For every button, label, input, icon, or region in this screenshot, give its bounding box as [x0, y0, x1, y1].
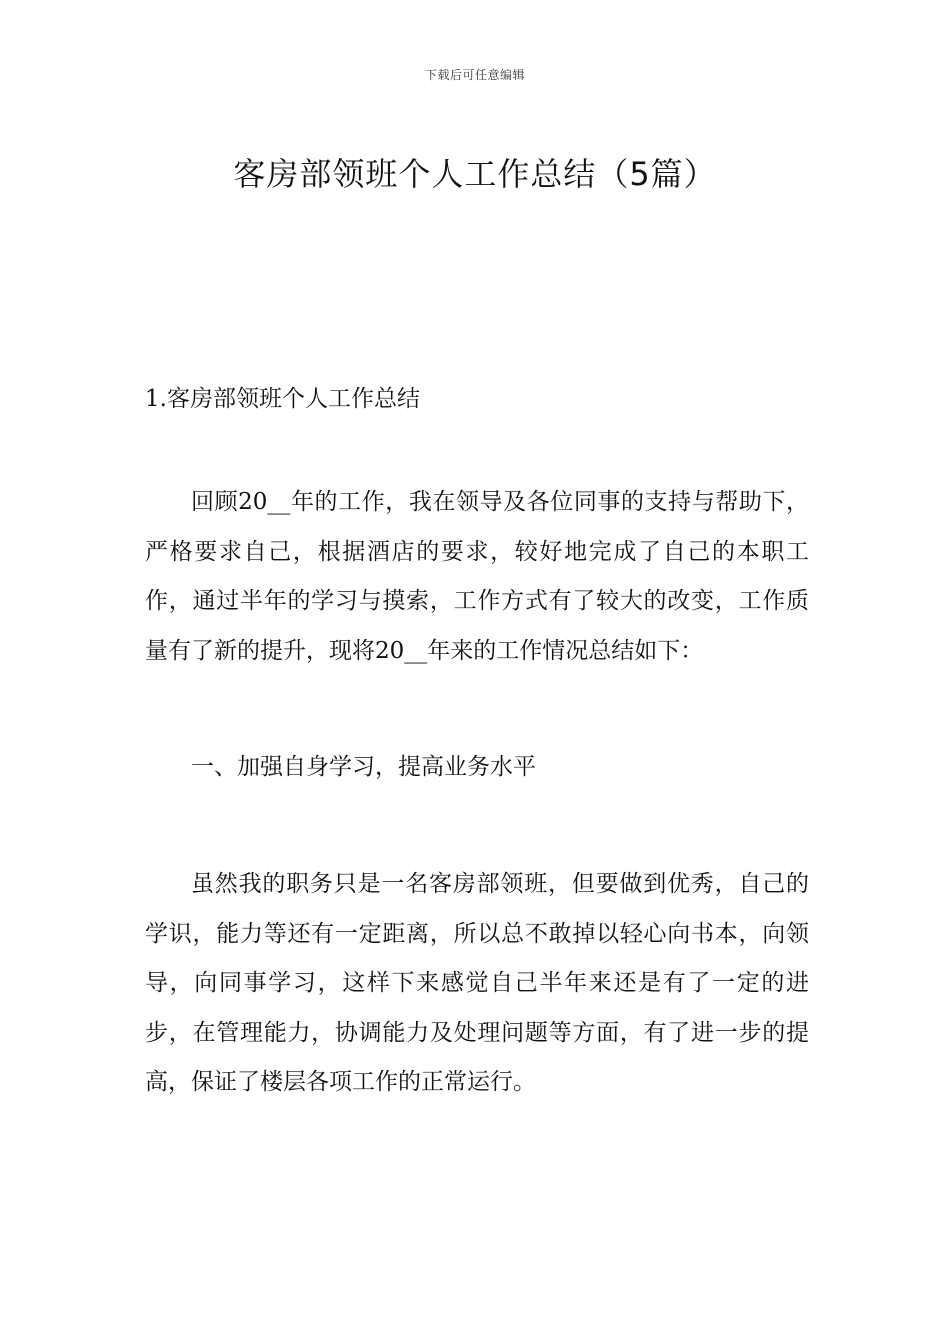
body-paragraph: 虽然我的职务只是一名客房部领班，但要做到优秀，自己的学识，能力等还有一定距离，所以总不敢掉以轻心向书本，向领导，向同事学习，这样下来感觉自己半年来还是有了一定的进步，在管理能力，协调能力及处理问题等方面，有了进一步的提高，保证了楼层各项工作的正常运行。 [145, 871, 809, 1095]
sub-heading: 一、加强自身学习，提高业务水平 [191, 754, 536, 780]
section-heading: 1.客房部领班个人工作总结 [145, 386, 420, 412]
document-title: 客房部领班个人工作总结（5篇） [233, 155, 717, 194]
spacer [145, 676, 809, 746]
body-paragraph: 回顾20__年的工作，我在领导及各位同事的支持与帮助下，严格要求自己，根据酒店的要求，较好地完成了自己的本职工作，通过半年的学习与摸索，工作方式有了较大的改变，工作质量有了新的提升，现将20__年来的工作情况总结如下： [145, 489, 809, 664]
header-note: 下载后可任意编辑 [424, 68, 525, 82]
document-body [145, 378, 809, 1108]
spacer [145, 420, 809, 478]
spacer [145, 788, 809, 860]
